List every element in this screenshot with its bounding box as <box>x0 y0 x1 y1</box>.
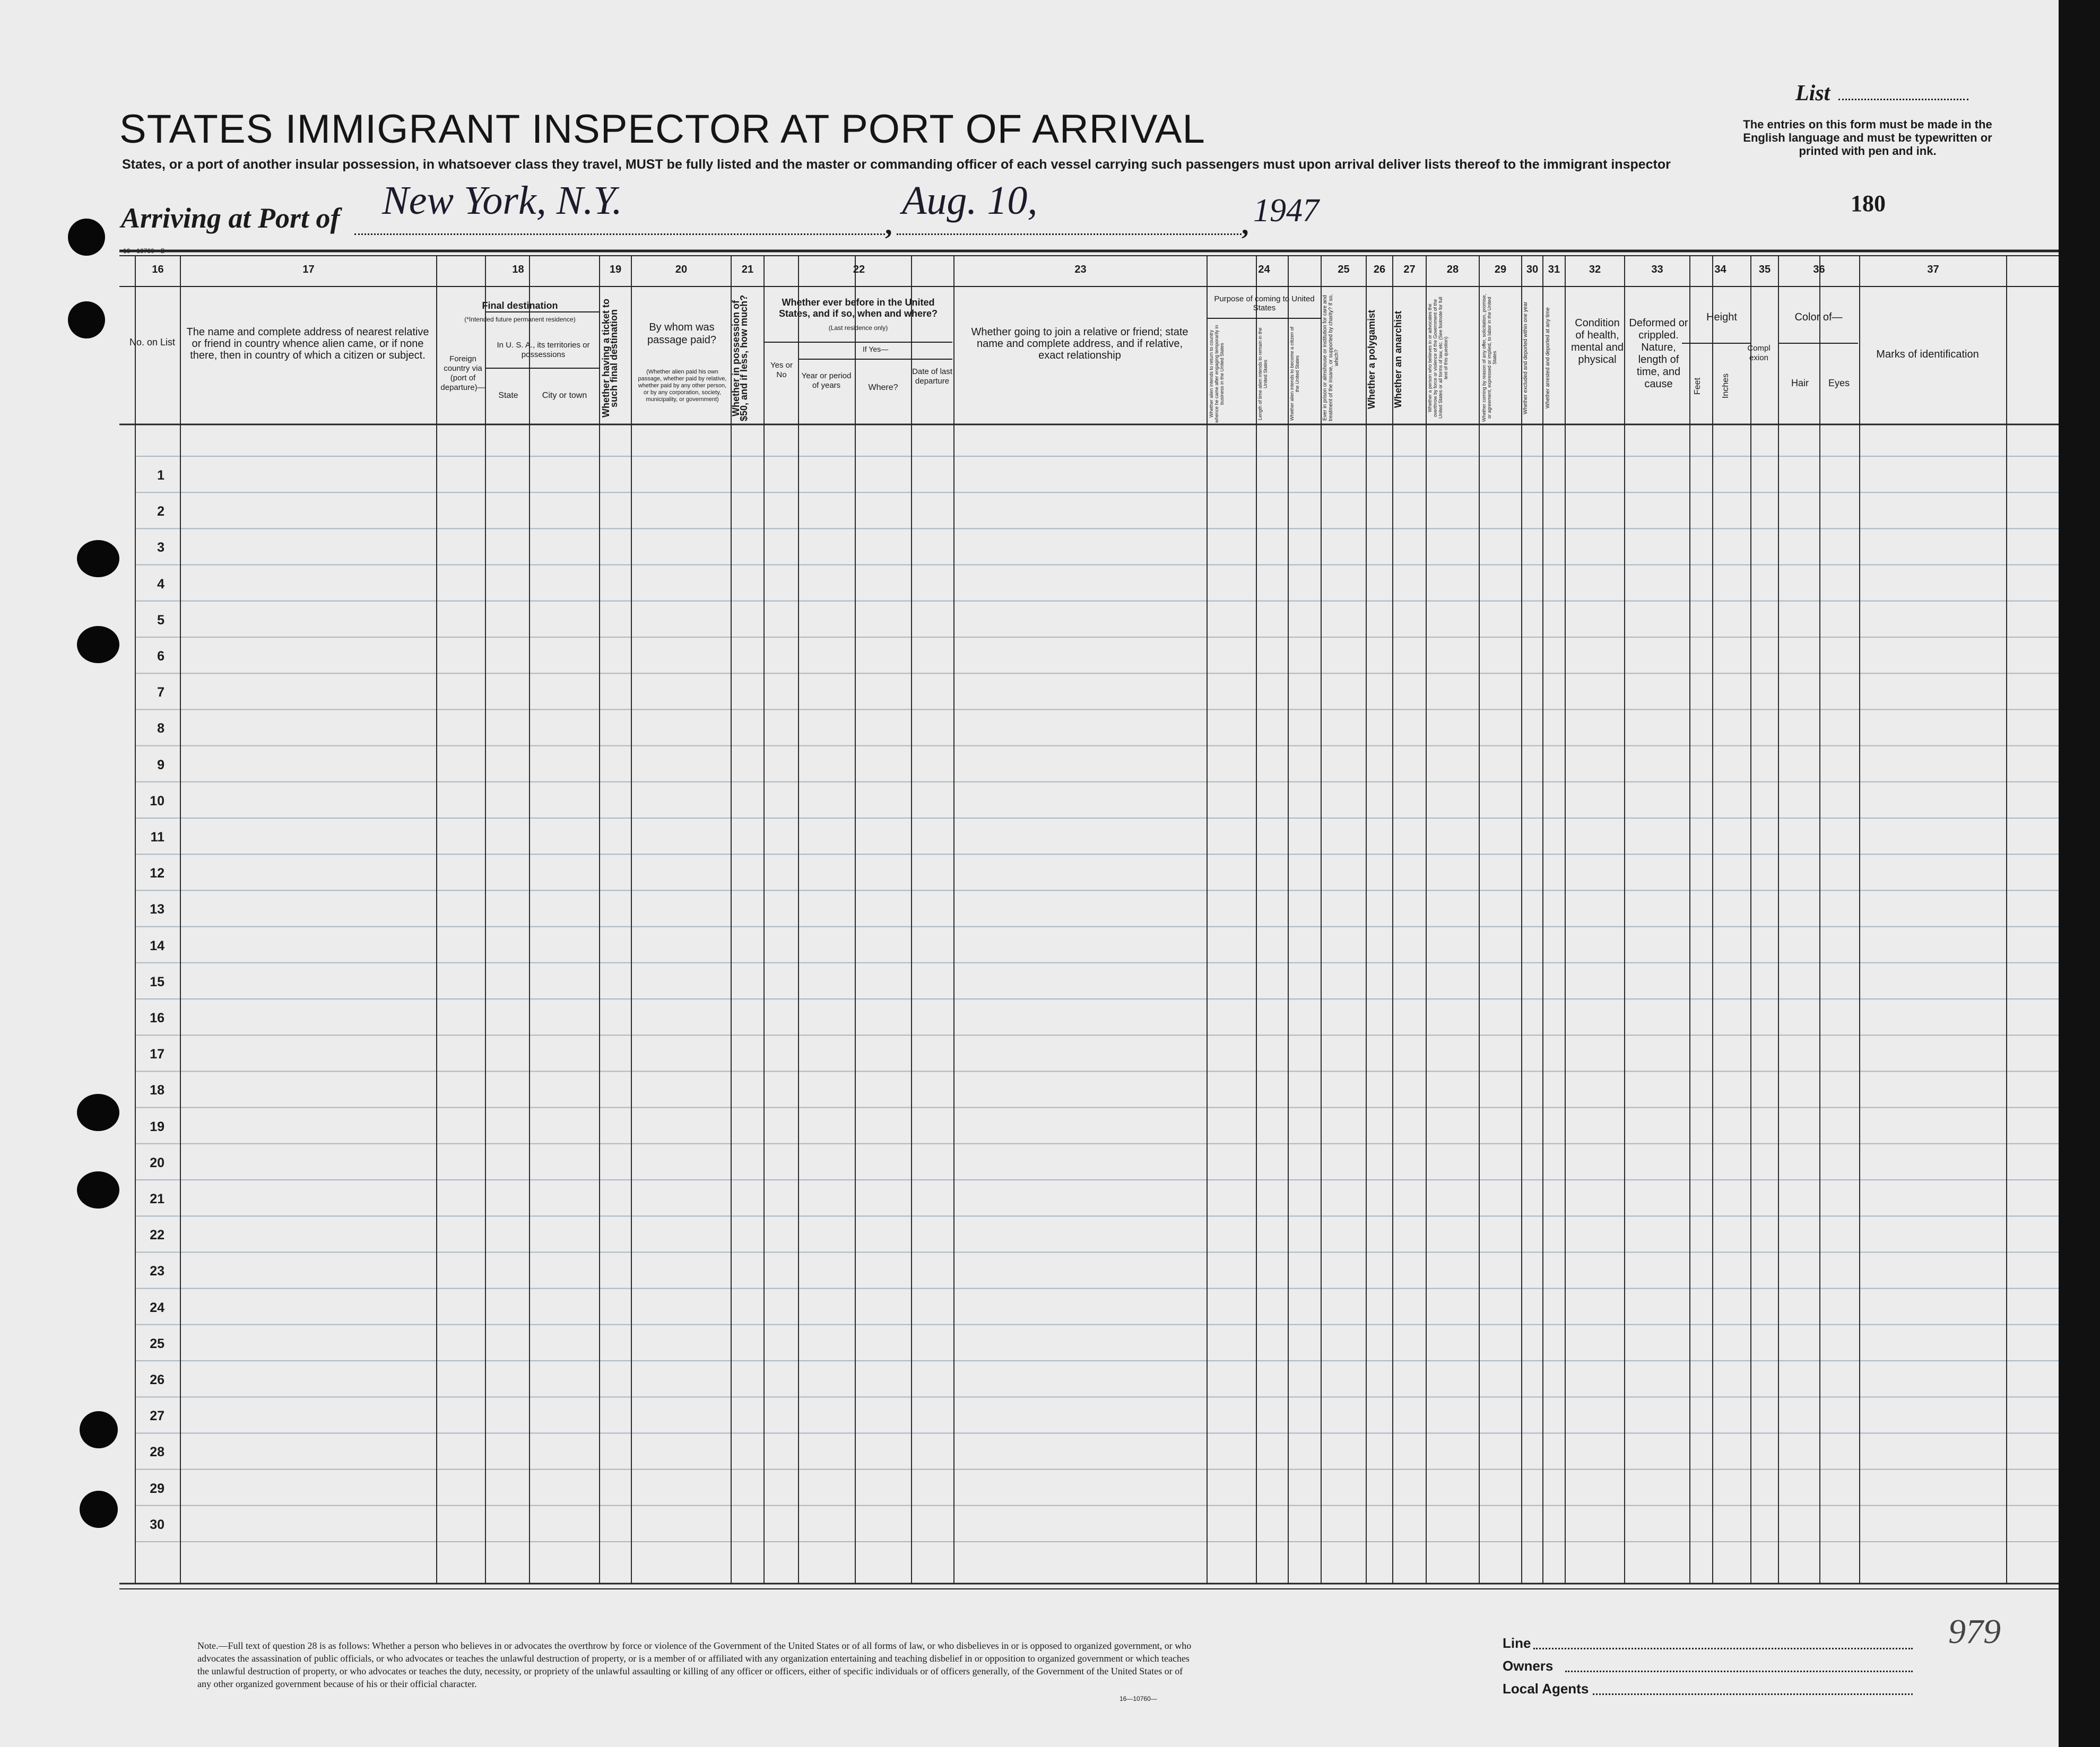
col36-eyes: Eyes <box>1828 378 1850 388</box>
row-number: 4 <box>157 576 164 592</box>
column-number: 36 <box>1813 264 1825 275</box>
row-number: 1 <box>157 468 164 483</box>
column-number: 35 <box>1758 264 1771 275</box>
col18-state: State <box>498 391 518 400</box>
row-number: 8 <box>157 721 164 736</box>
column-number: 27 <box>1403 264 1416 275</box>
col21-header: Whether in possession of $50, and if less, how much? <box>731 294 749 422</box>
col22-where: Where? <box>868 383 898 392</box>
list-number: 180 <box>1851 190 1886 216</box>
col26-header: Whether a polygamist <box>1366 309 1377 410</box>
col24-c: Whether alien intends to become a citizen of the United States <box>1289 326 1300 421</box>
column-number: 20 <box>675 264 688 275</box>
column-number: 25 <box>1338 264 1350 275</box>
row-number: 6 <box>157 649 164 664</box>
form-instructions: The entries on this form must be made in the English language and must be typewritten or printed with pen and ink. <box>1743 118 1992 158</box>
row-number: 5 <box>157 612 164 628</box>
date-handwritten: Aug. 10, <box>902 178 1038 223</box>
row-number: 27 <box>150 1409 164 1424</box>
list-label: List <box>1795 81 1830 106</box>
row-number: 3 <box>157 540 164 555</box>
col27-header: Whether an anarchist <box>1393 310 1403 408</box>
col36-title: Color of— <box>1794 311 1843 323</box>
col31-header: Whether arrested and deported at any time <box>1545 307 1551 408</box>
col25-header: Ever in prison or almshouse or institution for care and treatment of the insane, or supported by charity? If so, which? <box>1322 294 1340 422</box>
year-handwritten: 1947 <box>1253 193 1319 229</box>
column-number: 32 <box>1589 264 1601 275</box>
col20-note: (Whether alien paid his own passage, whether paid by relative, whether paid by any other person, or by any corporation, society, municipality, or government) <box>638 369 727 403</box>
col22-note: (Last residence only) <box>828 324 888 332</box>
col22-yesno: Yes or No <box>770 361 793 379</box>
col29-header: Whether coming by reason of any offer, solicitation, promise, or agreement, expressed or implied, to labor in the United States <box>1481 294 1497 422</box>
row-number: 26 <box>150 1372 164 1387</box>
row-number: 29 <box>150 1481 164 1496</box>
column-number: 26 <box>1373 264 1386 275</box>
col35-header: Complexion <box>1747 344 1771 362</box>
column-number: 31 <box>1548 264 1560 275</box>
column-number: 18 <box>512 264 524 275</box>
row-number: 14 <box>150 938 164 953</box>
row-number: 17 <box>150 1047 164 1062</box>
column-number: 29 <box>1494 264 1507 275</box>
local-agents-field[interactable] <box>1593 1693 1913 1695</box>
port-handwritten: New York, N.Y. <box>382 178 622 223</box>
arrival-label: Arriving at Port of <box>121 202 340 234</box>
column-number: 30 <box>1526 264 1539 275</box>
row-number: 28 <box>150 1445 164 1460</box>
row-number: 19 <box>150 1119 164 1134</box>
col18-note: (*Intended future permanent residence) <box>464 316 576 323</box>
column-number: 19 <box>609 264 622 275</box>
col22-date: Date of last departure <box>912 367 952 386</box>
owners-field[interactable] <box>1565 1671 1913 1672</box>
col36-hair: Hair <box>1791 378 1809 388</box>
col33-header: Deformed or crippled. Nature, length of time, and cause <box>1629 317 1688 390</box>
col18-city: City or town <box>542 391 587 400</box>
row-number: 18 <box>150 1083 164 1098</box>
row-number: 24 <box>150 1300 164 1315</box>
row-number: 16 <box>150 1011 164 1025</box>
column-number: 37 <box>1927 264 1939 275</box>
column-number: 24 <box>1258 264 1270 275</box>
row-number: 7 <box>157 685 164 700</box>
row-number: 15 <box>150 974 164 989</box>
row-number: 13 <box>150 902 164 917</box>
col32-header: Condition of health, mental and physical <box>1571 317 1624 366</box>
col34-feet: Feet <box>1693 377 1702 395</box>
line-label: Line <box>1503 1635 1531 1651</box>
col17-header: The name and complete address of nearest relative or friend in country whence alien came, or if none there, then in country of which a citizen or subject. <box>186 326 429 361</box>
row-number: 23 <box>150 1264 164 1279</box>
row-number: 11 <box>150 830 164 845</box>
col34-title: Height <box>1706 311 1737 323</box>
row-number: 20 <box>150 1155 164 1170</box>
row-number: 9 <box>157 757 164 772</box>
column-number: 23 <box>1074 264 1087 275</box>
col16-header: No. on List <box>129 337 176 347</box>
local-agents-label: Local Agents <box>1503 1681 1589 1697</box>
column-number: 22 <box>853 264 865 275</box>
row-number: 10 <box>150 793 164 809</box>
line-field[interactable] <box>1533 1648 1913 1649</box>
row-number: 12 <box>150 866 164 881</box>
col22-ifyes: If Yes— <box>862 345 889 353</box>
column-number: 21 <box>741 264 754 275</box>
form-number: 16—10760—B <box>123 247 165 255</box>
row-number: 25 <box>150 1336 164 1351</box>
column-number: 28 <box>1446 264 1459 275</box>
row-number: 21 <box>150 1192 164 1206</box>
col18-title: Final destination <box>482 300 558 311</box>
comma-separator: , <box>885 208 892 240</box>
col18-foreign: Foreign country via (port of departure)— <box>440 354 485 392</box>
row-number: 2 <box>157 504 164 519</box>
comma-separator: , <box>1242 208 1249 240</box>
col34-inches: Inches <box>1721 373 1730 399</box>
column-number: 16 <box>152 264 164 275</box>
col30-header: Whether excluded and deported within one year <box>1523 301 1529 414</box>
col18-usa: In U. S. A., its territories or possessions <box>497 341 590 359</box>
col28-header: Whether a person who believes in or advocates the overthrow by force or violence of the Government of the United States or all forms of law, etc. (See footnote for full text of this question) <box>1427 297 1448 419</box>
column-number: 34 <box>1714 264 1726 275</box>
form-title: STATES IMMIGRANT INSPECTOR AT PORT OF ARRIVAL <box>119 107 1205 152</box>
footnote: Note.—Full text of question 28 is as follows: Whether a person who believes in or advocates the overthrow by force or violence of the Government of the United States or of all forms of law, or who disbelieves in or is opposed to organized government, or who advocates the assassination of public officials, or who advocates or teaches the unlawful destruction of property, or is a member of or affiliated with any organization entertaining and teaching disbelief in or opposition to organized government or which teaches the unlawful destruction of property, or who advocates or teaches the duty, necessity, or propriety of the unlawful assaulting or killing of any officer or officers, either of specific individuals or of officers generally, of the Government of the United States or of any other organized government because of his or their official character. <box>197 1640 1192 1689</box>
column-number: 17 <box>302 264 315 275</box>
col23-header: Whether going to join a relative or friend; state name and complete address, and if relative, exact relationship <box>971 326 1188 361</box>
col19-header: Whether having a ticket to such final destination <box>601 298 619 418</box>
col24-b: Length of time alien intends to remain in the United States <box>1257 327 1268 420</box>
footer-form-code: 16—10760— <box>1120 1695 1157 1702</box>
page-number: 979 <box>1948 1612 2001 1651</box>
col22-year: Year or period of years <box>801 371 852 390</box>
owners-label: Owners <box>1503 1658 1554 1674</box>
col22-title: Whether ever before in the United States, and if so, when and where? <box>778 297 938 319</box>
col37-header: Marks of identification <box>1876 349 1979 360</box>
col24-a: Whether alien intends to return to country whence he came after engaging temporarily in business in the United States <box>1209 325 1225 423</box>
row-number: 22 <box>150 1228 164 1243</box>
col20-title: By whom was passage paid? <box>647 321 717 346</box>
form-subtitle: States, or a port of another insular possession, in whatsoever class they travel, MUST be fully listed and the master or commanding officer of each vessel carrying such passengers must upon arrival deliver lists thereof to the immigrant inspector <box>122 157 1671 172</box>
col24-title: Purpose of coming to United States <box>1214 294 1315 312</box>
row-number: 30 <box>150 1517 164 1532</box>
column-number: 33 <box>1651 264 1663 275</box>
